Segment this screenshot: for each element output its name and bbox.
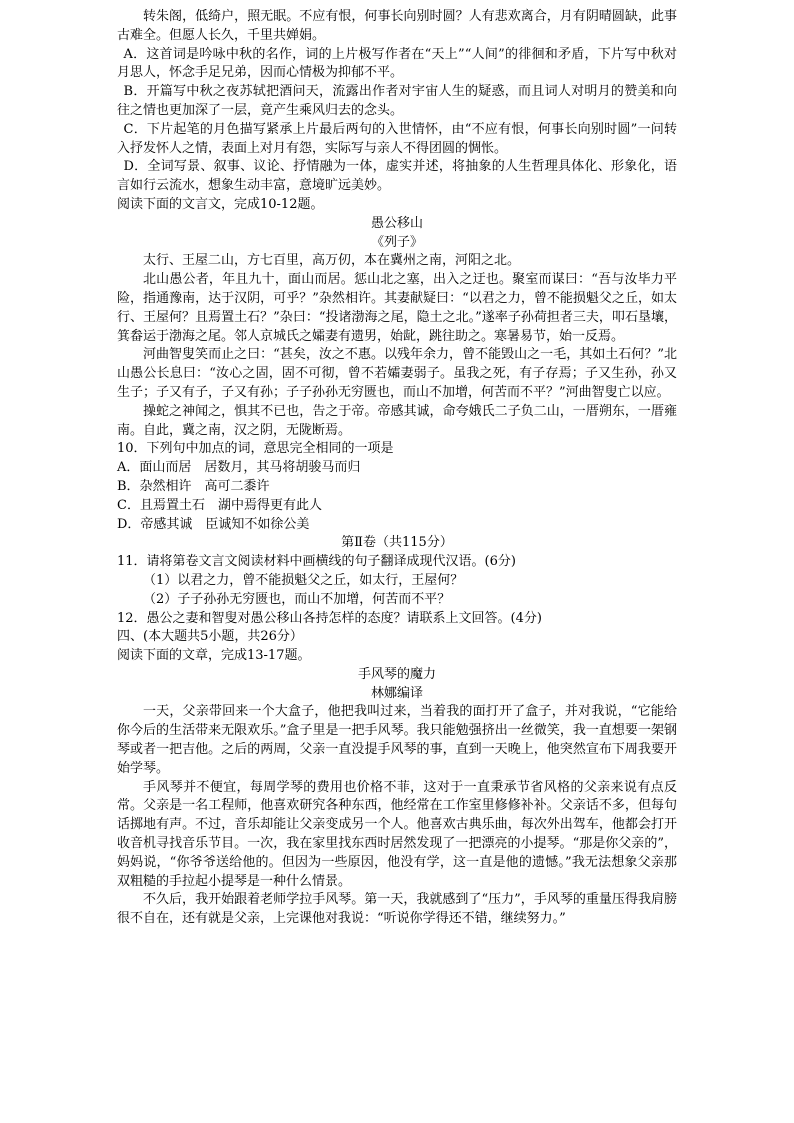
q11-stem: 11．请将第卷文言文阅读材料中画横线的句子翻译成现代汉语。(6分) <box>117 554 516 570</box>
q11-item-2: （2）子子孙孙无穷匮也，而山不加增，何苦而不平？ <box>143 591 451 607</box>
q10-option-a: A．面山而居 居数月，其马将胡骏马而归 <box>117 460 361 476</box>
article-paragraph: 一天，父亲带回来一个大盒子，他把我叫过来，当着我的面打开了盒子，并对我说，“它能给你今后的生活带来无限欢乐。”盒子里是一把手风琴。我只能勉强挤出一丝微笑，我一直想要一架钢琴或者一把吉他。之后的两周，父亲一直没提手风琴的事，直到一天晚上，他突然宣布下周我要开始学琴。 <box>117 704 677 776</box>
part4-heading: 四、(本大题共5小题，共26分） <box>117 629 303 645</box>
article-paragraph: 手风琴并不便宜，每周学琴的费用也价格不菲，这对于一直秉承节省风格的父亲来说有点反常。父亲是一名工程师，他喜欢研究各种东西，他经常在工作室里修修补补。父亲话不多，但每句话掷地有声。不过，音乐却能让父亲变成另一个人。他喜欢古典乐曲，每次外出驾车，他都会打开收音机寻找音乐节目。一次，我在家里找东西时居然发现了一把漂亮的小提琴。“那是你父亲的”，妈妈说，“你爷爷送给他的。但因为一些原因，他没有学，这一直是他的遗憾。”我无法想象父亲那双粗糙的手拉起小提琴是一种什么情景。 <box>117 779 677 889</box>
reading-intro-2: 阅读下面的文章，完成13-17题。 <box>117 648 311 664</box>
q10-option-b: B．杂然相许 高可二黍许 <box>117 478 270 494</box>
article-title: 手风琴的魔力 <box>357 666 436 682</box>
exam-page <box>117 8 677 929</box>
classical-paragraph: 北山愚公者，年且九十，面山而居。惩山北之塞，出入之迂也。聚室而谋曰：“吾与汝毕力平险，指通豫南，达于汉阴，可乎？”杂然相许。其妻献疑曰：“以君之力，曾不能损魁父之丘，如太行、王屋何？且焉置土石？”杂曰：“投诸渤海之尾，隐土之北。”遂率子孙荷担者三夫，叩石垦壤，箕畚运于渤海之尾。邻人京城氏之孀妻有遗男，始龀，跳往助之。寒暑易节，始一反焉。 <box>117 272 677 344</box>
reading-intro-1: 阅读下面的文言文，完成10-12题。 <box>117 196 324 212</box>
q9-option-d: D．全词写景、叙事、议论、抒情融为一体，虚实并述，将抽象的人生哲理具体化、形象化，语言如行云流水，想象生动丰富，意境旷远美妙。 <box>117 159 677 194</box>
q11-item-1: （1）以君之力，曾不能损魁父之丘，如太行，王屋何？ <box>143 572 464 588</box>
article-paragraph: 不久后，我开始跟着老师学拉手风琴。第一天，我就感到了“压力”，手风琴的重量压得我肩膀很不自在，还有就是父亲，上完课他对我说：“听说你学得还不错，继续努力。” <box>117 892 677 927</box>
classical-paragraph: 操蛇之神闻之，惧其不已也，告之于帝。帝感其诚，命夸娥氏二子负二山，一厝朔东，一厝雍南。自此，冀之南，汉之阴，无陇断焉。 <box>117 403 677 438</box>
section2-title: 第Ⅱ卷（共115分） <box>341 535 453 551</box>
classical-title: 愚公移山 <box>370 215 423 231</box>
q10-option-d: D．帝感其诚 臣诚知不如徐公美 <box>117 516 310 532</box>
q9-option-b: B．开篇写中秋之夜苏轼把酒问天，流露出作者对宇宙人生的疑惑，而且词人对明月的赞美和向往之情也更加深了一层，竟产生乘风归去的念头。 <box>117 84 677 118</box>
classical-author: 《列子》 <box>370 234 423 250</box>
q9-option-c: C．下片起笔的月色描写紧承上片最后两句的入世情怀，由“不应有恨，何事长向别时圆”一问转入抒发怀人之情，表面上对月有怨，实际写与亲人不得团圆的惆怅。 <box>117 121 677 156</box>
classical-paragraph: 太行、王屋二山，方七百里，高万仞，本在冀州之南，河阳之北。 <box>143 253 521 269</box>
q12-stem: 12．愚公之妻和智叟对愚公移山各持怎样的态度？请联系上文回答。(4分) <box>117 610 542 626</box>
article-author: 林娜编译 <box>370 685 423 701</box>
classical-paragraph: 河曲智叟笑而止之曰：“甚矣，汝之不惠。以残年余力，曾不能毁山之一毛，其如土石何？”北山愚公长息曰：“汝心之固，固不可彻，曾不若孀妻弱子。虽我之死，有子存焉；子又生孙，孙又生子；子又有子，子又有孙；子子孙孙无穷匮也，而山不加增，何苦而不平？”河曲智叟亡以应。 <box>117 347 677 400</box>
poem-tail: 转朱阁，低绮户，照无眠。不应有恨，何事长向别时圆？人有悲欢离合，月有阴晴圆缺，此事古难全。但愿人长久，千里共婵娟。 <box>117 9 677 43</box>
q9-option-a: A．这首词是吟咏中秋的名作，词的上片极写作者在“天上”“人间”的徘徊和矛盾，下片写中秋对月思人，怀念手足兄弟，因而心情极为抑郁不平。 <box>117 46 677 81</box>
q10-option-c: C．且焉置土石 湖中焉得更有此人 <box>117 497 322 513</box>
q10-stem: 10．下列句中加点的词，意思完全相同的一项是 <box>117 441 394 457</box>
